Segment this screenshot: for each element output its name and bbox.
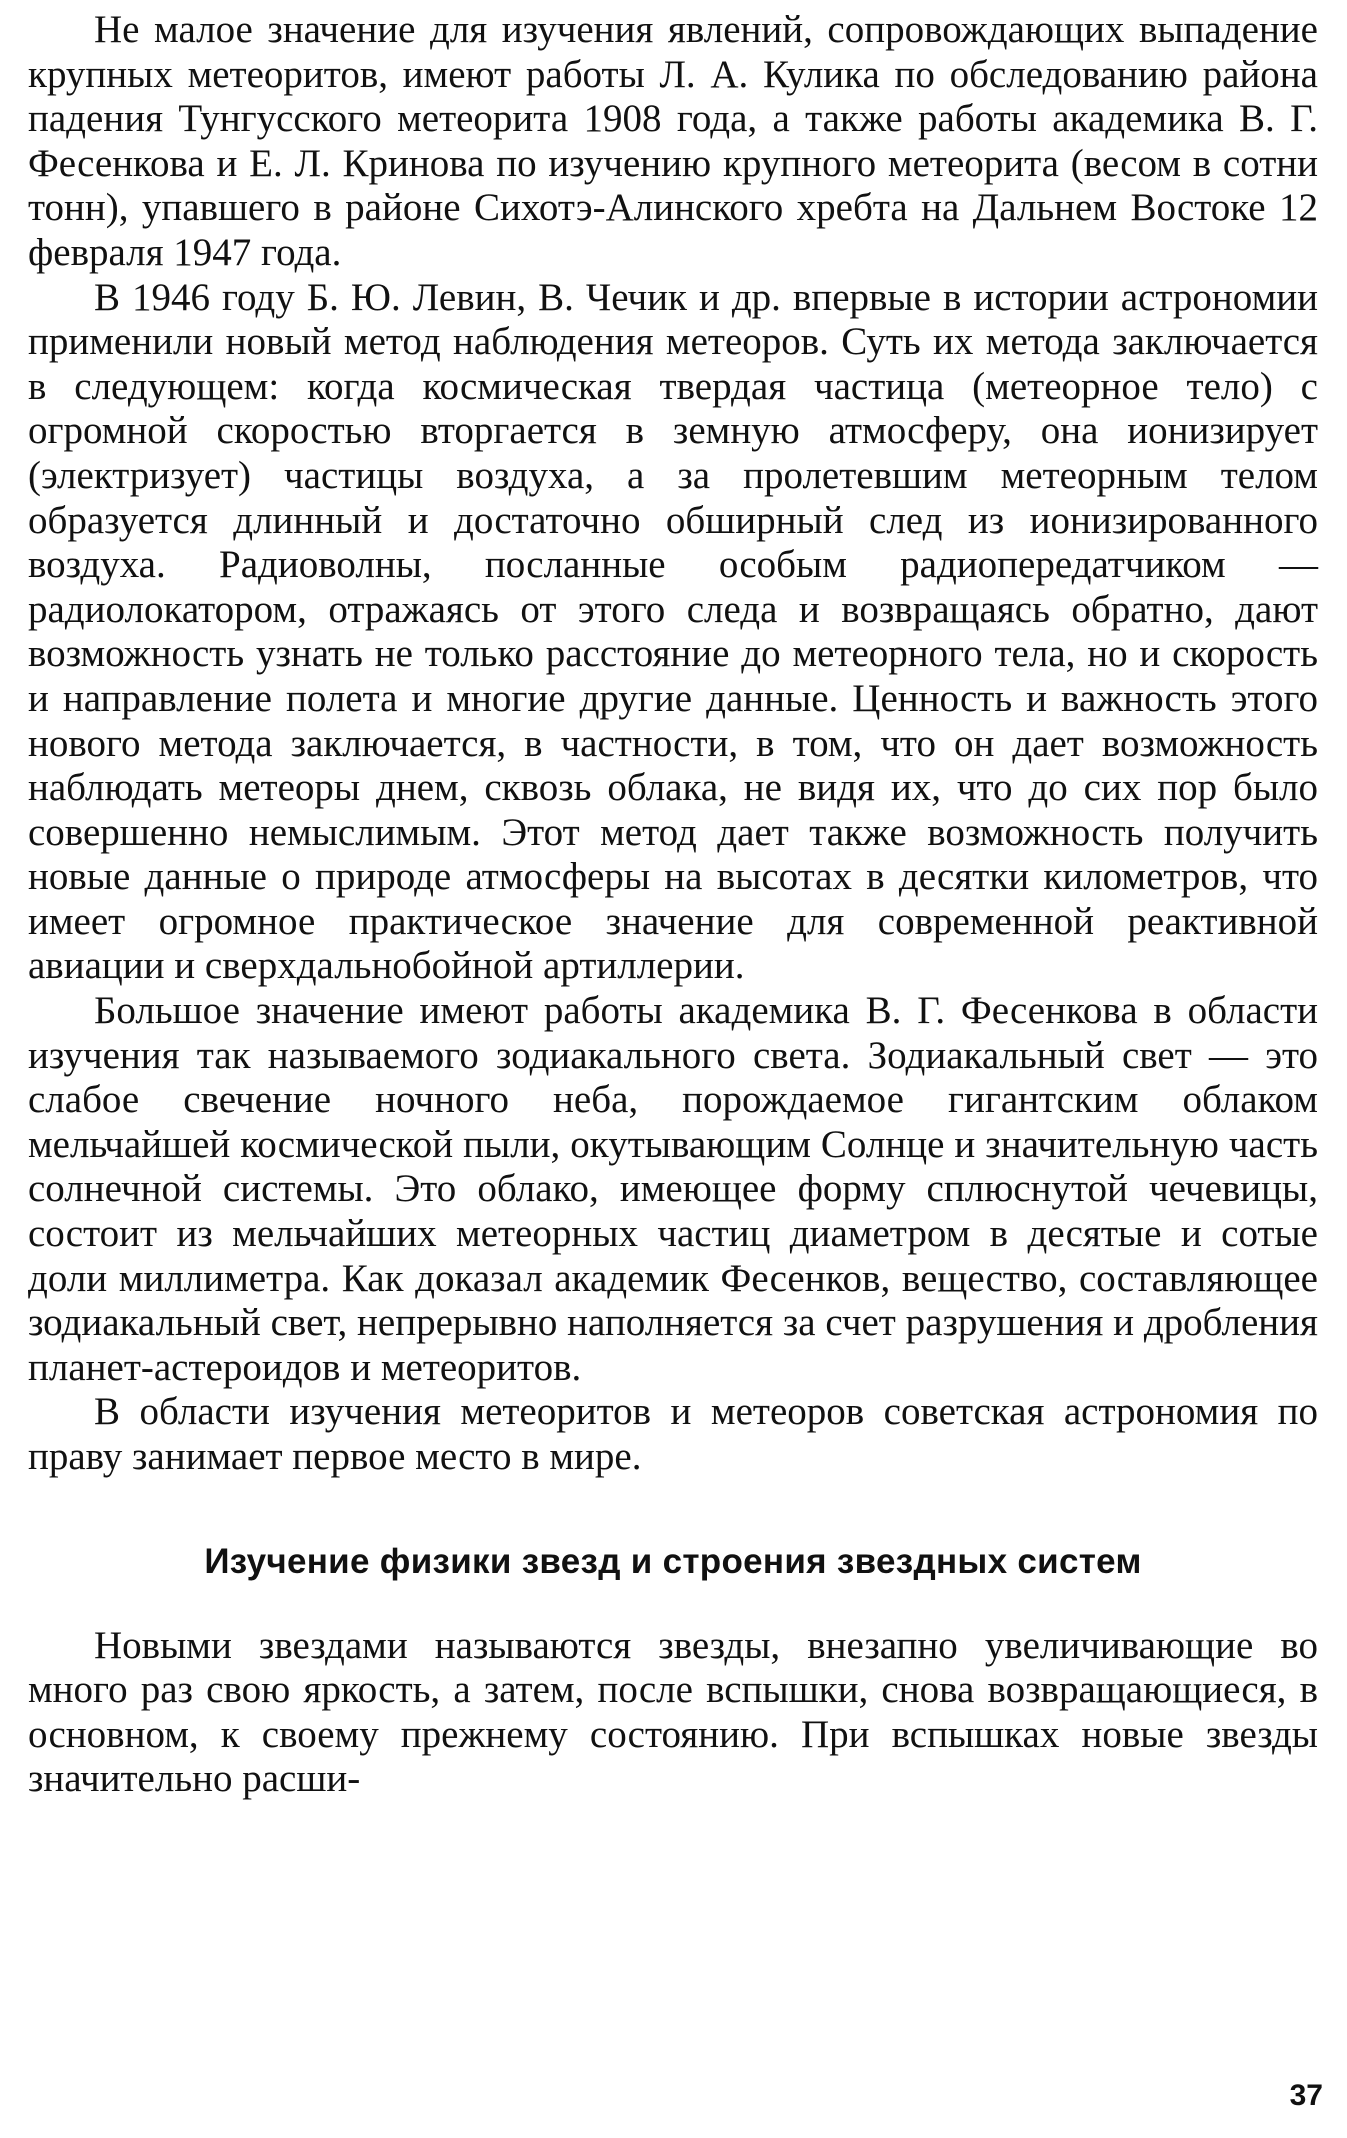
paragraph-new-stars: Новыми звездами называются звезды, внезапно увеличивающие во много раз свою яркость, а затем, после вспышки, снова возвращающиеся, в основном, к своему прежнему состоянию. При вспышках новые звезды значительно расши- bbox=[28, 1623, 1318, 1801]
paragraph-zodiacal-light: Большое значение имеют работы академика В. Г. Фесенкова в области изучения так называемого зодиакального света. Зодиакальный свет — это слабое свечение ночного неба, порождаемое гигантским облаком мельчайшей космической пыли, окутывающим Солнце и значительную часть солнечной системы. Это облако, имеющее форму сплюснутой чечевицы, состоит из мельчайших метеорных частиц диаметром в десятые и сотые доли миллиметра. Как доказал академик Фесенков, вещество, составляющее зодиакальный свет, непрерывно наполняется за счет разрушения и дробления планет-астероидов и метеоритов. bbox=[28, 989, 1318, 1389]
section-heading: Изучение физики звезд и строения звездных систем bbox=[204, 1541, 1142, 1581]
text-column bbox=[28, 8, 1318, 1802]
page-number: 37 bbox=[1289, 2079, 1323, 2112]
paragraph-soviet-astronomy: В области изучения метеоритов и метеоров советская астрономия по праву занимает первое место в мире. bbox=[28, 1390, 1318, 1478]
paragraph-radar-method: В 1946 году Б. Ю. Левин, В. Чечик и др. впервые в истории астрономии применили новый метод наблюдения метеоров. Суть их метода заключается в следующем: когда космическая твердая частица (метеорное тело) с огромной скоростью вторгается в земную атмосферу, она ионизирует (электризует) частицы воздуха, а за пролетевшим метеорным телом образуется длинный и достаточно обширный след из ионизированного воздуха. Радиоволны, посланные особым радиопередатчиком — радиолокатором, отражаясь от этого следа и возвращаясь обратно, дают возможность узнать не только расстояние до метеорного тела, но и скорость и направление полета и многие другие данные. Ценность и важность этого нового метода заключается, в частности, в том, что он дает возможность наблюдать метеоры днем, сквозь облака, не видя их, что до сих пор было совершенно немыслимым. Этот метод дает также возможность получить новые данные о природе атмосферы на высотах в десятки километров, что имеет огромное практическое значение для современной реактивной авиации и сверхдальнобойной артиллерии. bbox=[28, 275, 1318, 988]
paragraph-tunguska: Не малое значение для изучения явлений, сопровождающих выпадение крупных метеоритов, имеют работы Л. А. Кулика по обследованию района падения Тунгусского метеорита 1908 года, а также работы академика В. Г. Фесенкова и Е. Л. Кринова по изучению крупного метеорита (весом в сотни тонн), упавшего в районе Сихотэ-Алинского хребта на Дальнем Востоке 12 февраля 1947 года. bbox=[28, 8, 1318, 274]
